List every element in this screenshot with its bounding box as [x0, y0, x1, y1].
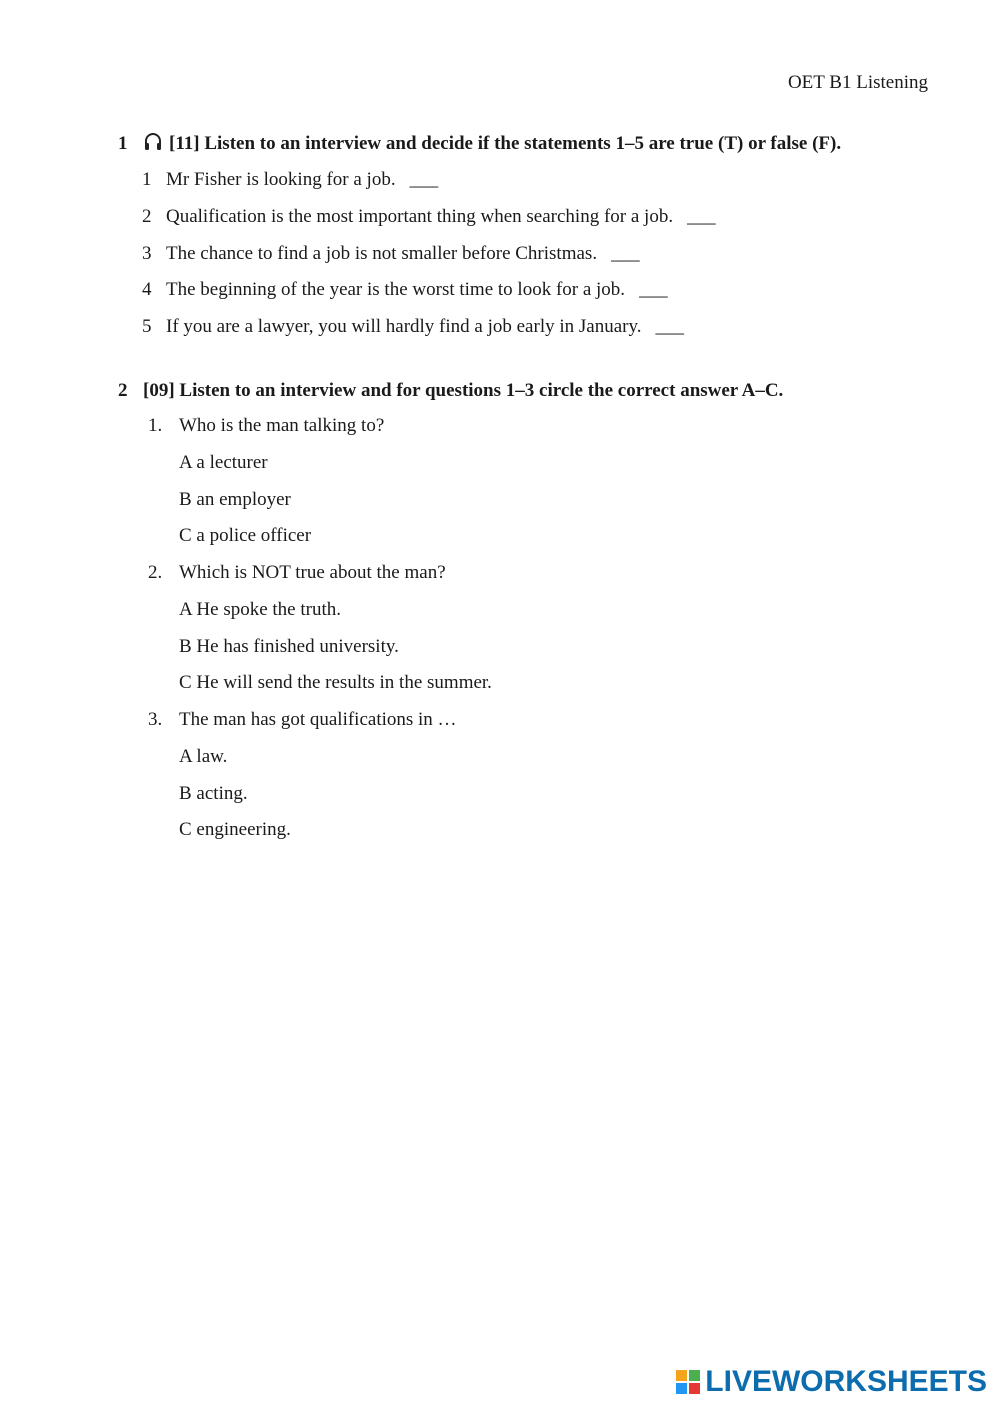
- task1-number: 1: [118, 133, 128, 154]
- answer-option[interactable]: C He will send the results in the summer.: [179, 672, 492, 694]
- statement-number: 1: [142, 169, 152, 190]
- statement-text: Mr Fisher is looking for a job.: [166, 169, 396, 190]
- liveworksheets-logo-icon: [675, 1369, 701, 1395]
- answer-option[interactable]: C engineering.: [179, 819, 291, 841]
- headphones-icon: [143, 132, 163, 152]
- answer-option[interactable]: C a police officer: [179, 525, 312, 547]
- statement-text: The chance to find a job is not smaller before Christmas.: [166, 242, 598, 264]
- question-number: 1.: [148, 415, 163, 436]
- statement-number: 2: [142, 205, 152, 227]
- answer-option[interactable]: A He spoke the truth.: [179, 598, 342, 620]
- task1-instruction: [11] Listen to an interview and decide if the statements 1–5 are true (T) or false (F).: [169, 133, 842, 154]
- task2-heading: [118, 380, 783, 402]
- answer-option[interactable]: A law.: [179, 745, 228, 767]
- liveworksheets-brand: [675, 1365, 987, 1399]
- answer-blank[interactable]: ___: [639, 279, 668, 301]
- task1-statement-list: [142, 166, 716, 350]
- answer-blank[interactable]: ___: [611, 242, 640, 264]
- task2-instruction: [09] Listen to an interview and for questions 1–3 circle the correct answer A–C.: [143, 380, 784, 401]
- statement-number: 5: [142, 316, 152, 337]
- question-text: Who is the man talking to?: [179, 415, 385, 436]
- statement-number: 4: [142, 279, 152, 301]
- answer-option[interactable]: A a lecturer: [179, 451, 268, 473]
- answer-blank[interactable]: ___: [687, 205, 716, 227]
- answer-option[interactable]: B an employer: [179, 488, 291, 510]
- question-text: The man has got qualifications in …: [179, 709, 457, 730]
- answer-option[interactable]: B acting.: [179, 782, 248, 804]
- question-item: [148, 412, 492, 449]
- statement-text: The beginning of the year is the worst time to look for a job.: [166, 279, 626, 301]
- statement-item: [142, 313, 716, 350]
- task2-number: 2: [118, 380, 128, 401]
- question-number: 3.: [148, 709, 163, 730]
- statement-number: 3: [142, 242, 152, 264]
- question-item: [148, 559, 492, 596]
- statement-text: Qualification is the most important thing when searching for a job.: [166, 205, 674, 227]
- statement-item: [142, 276, 716, 313]
- question-text: Which is NOT true about the man?: [179, 562, 446, 583]
- question-item: [148, 706, 492, 743]
- question-number: 2.: [148, 562, 163, 583]
- statement-item: [142, 240, 716, 277]
- task2-question-list: [148, 412, 492, 853]
- statement-text: If you are a lawyer, you will hardly find a job early in January.: [166, 316, 642, 337]
- task1-heading: [118, 133, 841, 155]
- brand-name: LIVEWORKSHEETS: [705, 1365, 987, 1398]
- statement-item: [142, 166, 716, 203]
- page-header-title: OET B1 Listening: [787, 72, 928, 93]
- answer-blank[interactable]: ___: [655, 316, 684, 337]
- answer-option[interactable]: B He has finished university.: [179, 635, 399, 657]
- statement-item: [142, 203, 716, 240]
- answer-blank[interactable]: ___: [409, 169, 439, 190]
